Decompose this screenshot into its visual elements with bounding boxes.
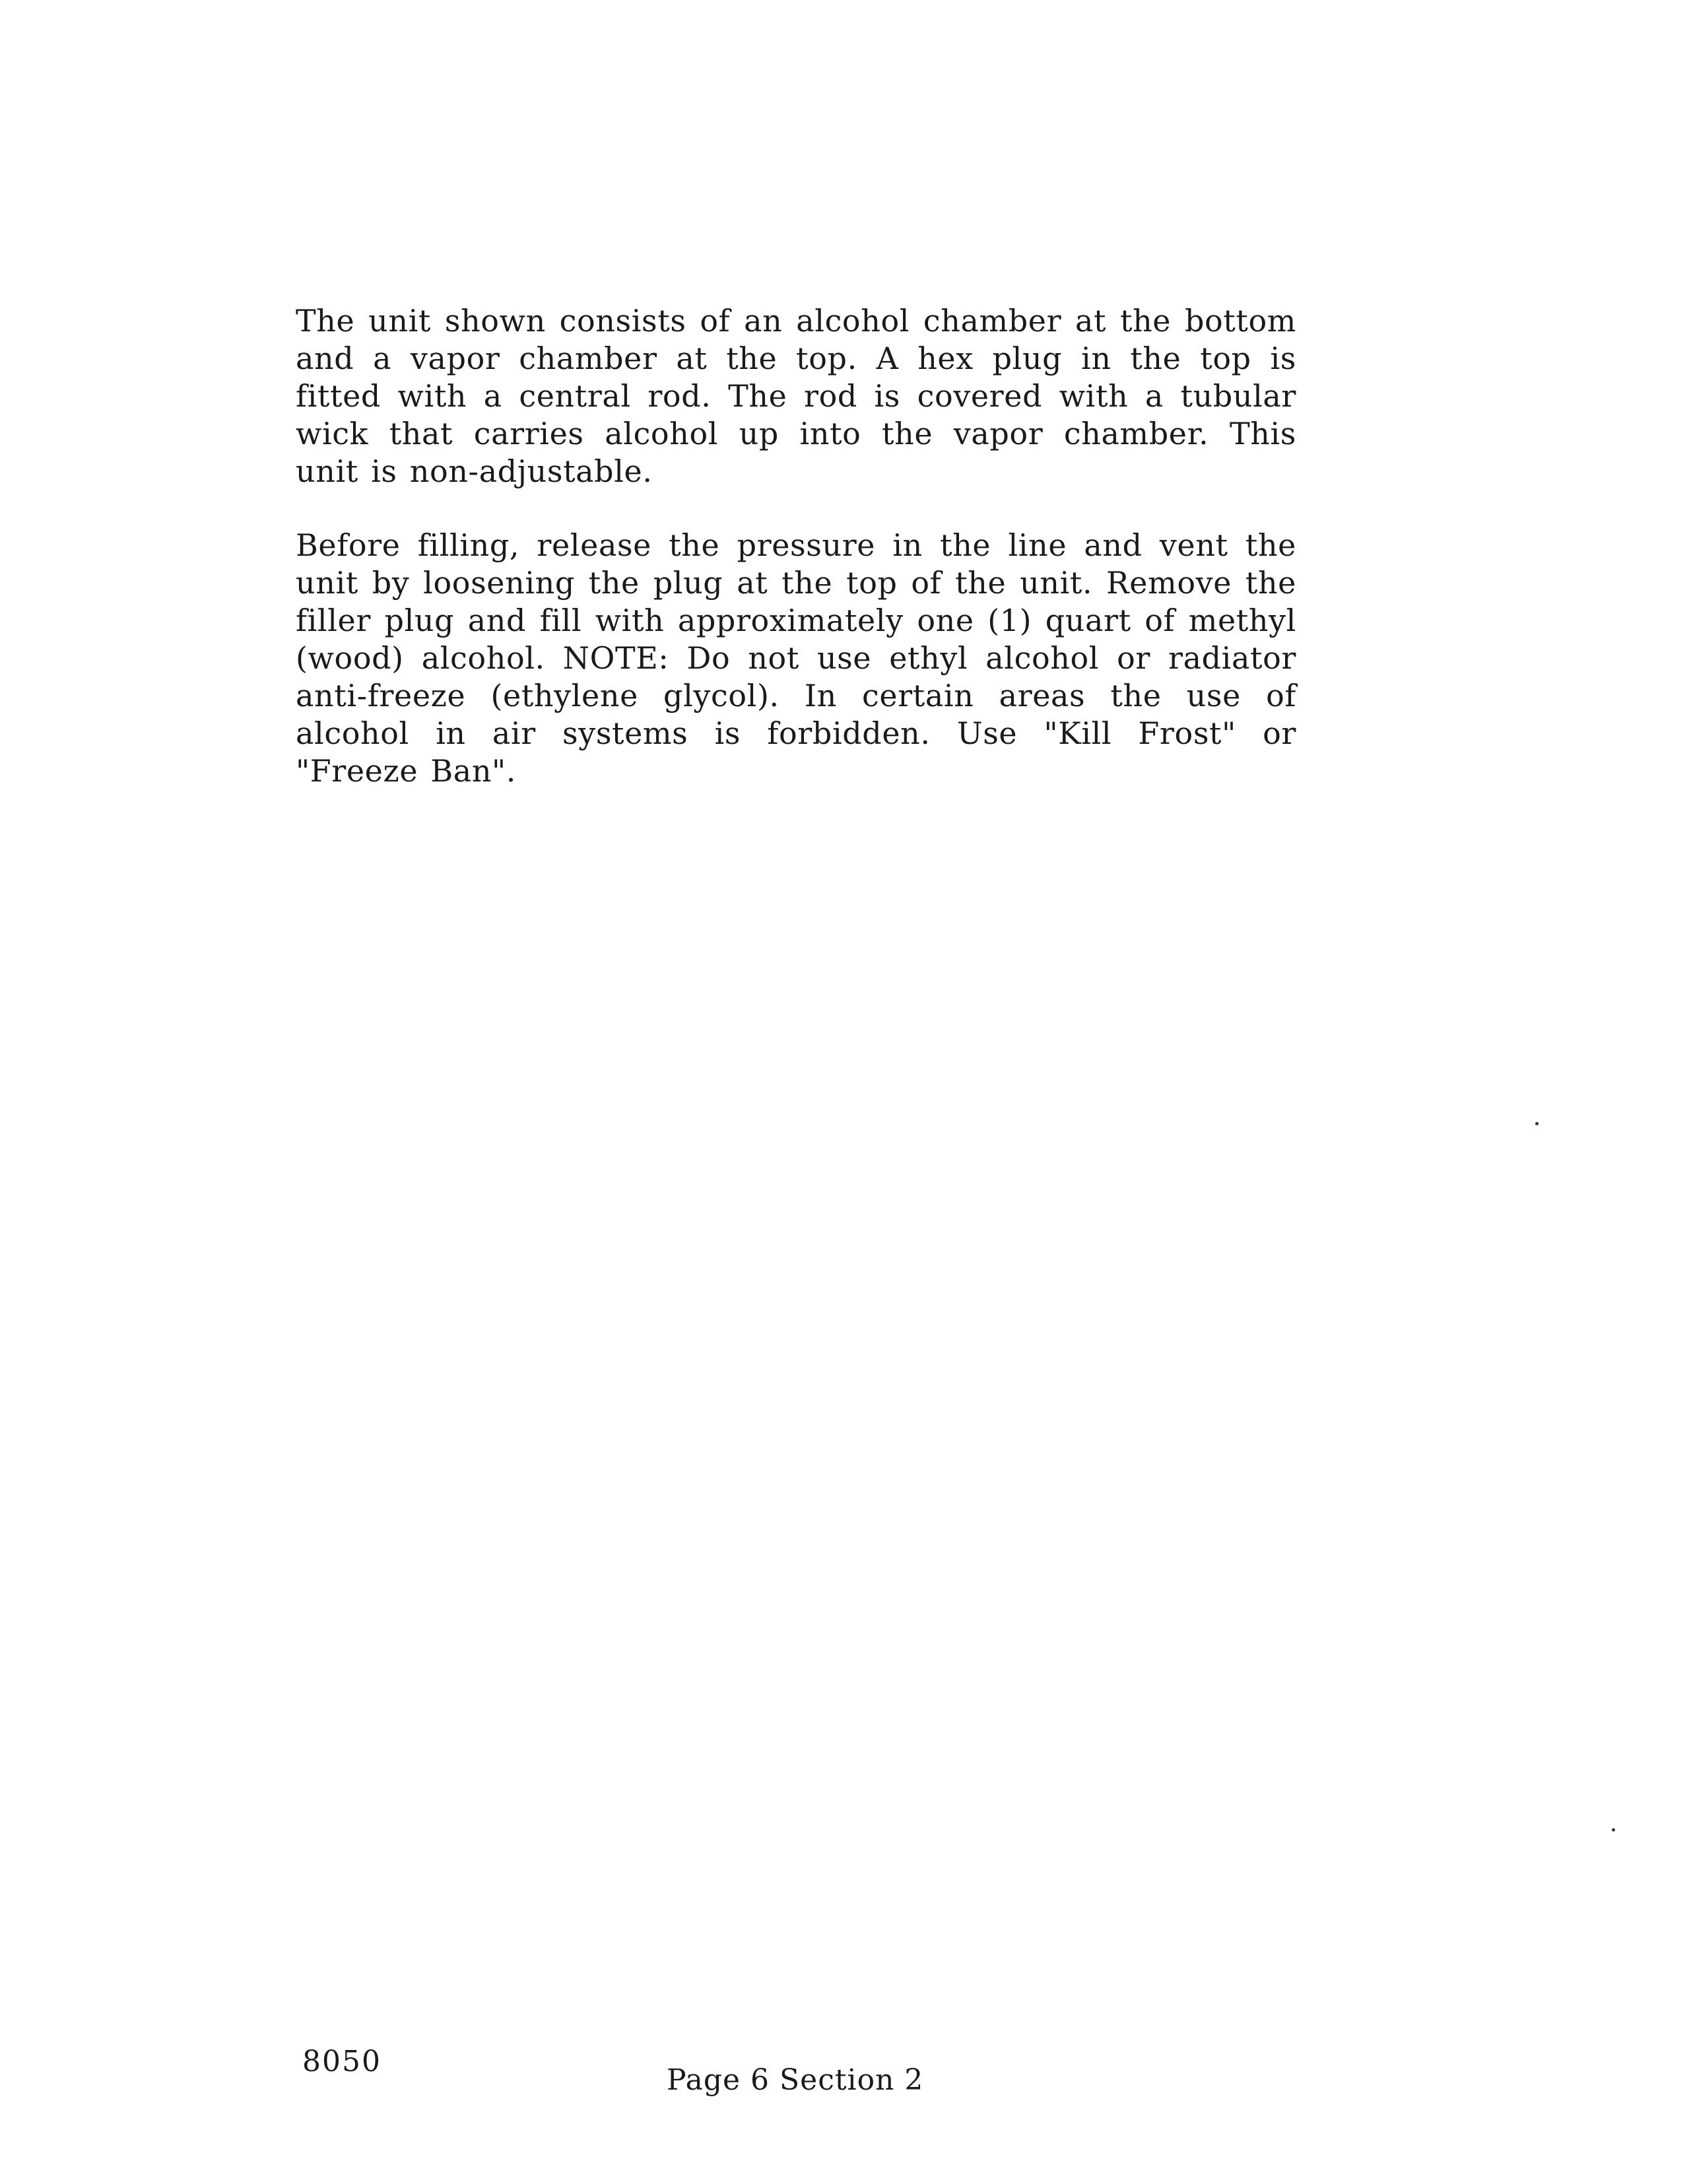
page-number: Page 6 Section 2 [667, 2063, 924, 2097]
scan-speck [1535, 1122, 1539, 1125]
scan-speck [1612, 1828, 1615, 1832]
document-code: 8050 [302, 2045, 381, 2078]
paragraph-filling-instructions: Before filling, release the pressure in the line and vent the unit by loosening the plug at the top of the unit. Remove the filler plug and fill with approximately one (1) quart of methyl (wood) alcohol. NOTE: Do not use ethyl alcohol or radiator anti-freeze (ethylene glycol). In certain areas the use of alcohol in air systems is forbidden. Use "Kill Frost" or "Freeze Ban". [296, 527, 1296, 789]
paragraph-unit-description: The unit shown consists of an alcohol chamber at the bottom and a vapor chamber at the top. A hex plug in the top is fitted with a central rod. The rod is covered with a tubular wick that carries alcohol up into the vapor chamber. This unit is non-adjustable. [296, 303, 1296, 489]
